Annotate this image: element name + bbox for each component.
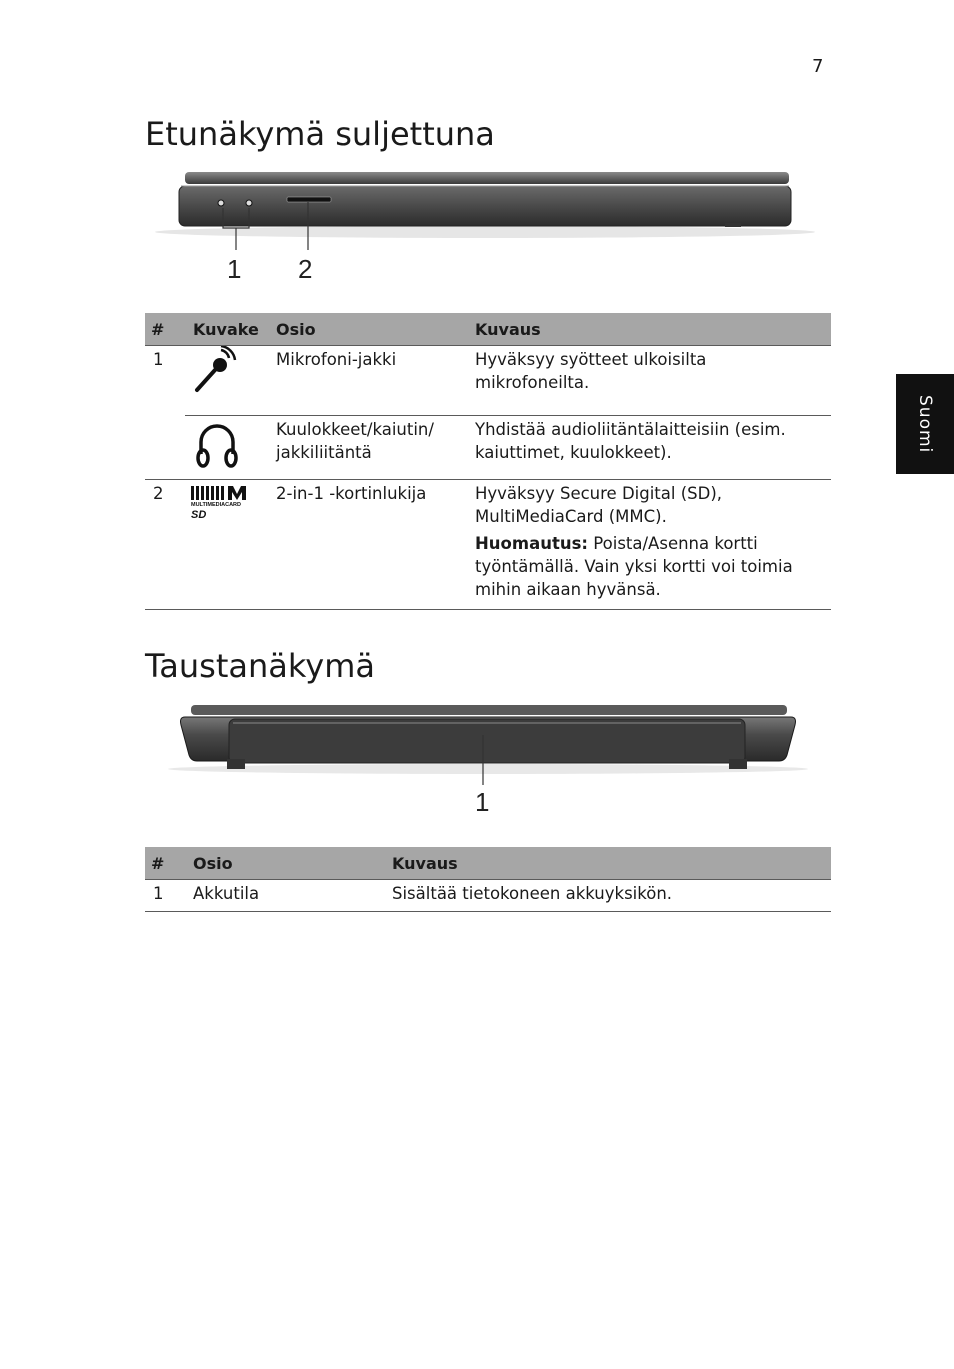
page-number: 7 [812, 56, 824, 77]
front-callout-1: 1 [227, 254, 242, 284]
row-number: 1 [145, 346, 185, 480]
rear-callout-1: 1 [475, 787, 490, 817]
side-tab-label: Suomi [915, 394, 935, 454]
part-name: Akkutila [185, 880, 384, 912]
col-header-desc: Kuvaus [384, 847, 831, 880]
col-header-part: Osio [268, 313, 467, 346]
icon-cell [185, 480, 268, 610]
col-header-part: Osio [185, 847, 384, 880]
part-description: Hyväksyy Secure Digital (SD), MultiMediaCard (MMC). [475, 484, 723, 526]
part-name: Mikrofoni-jakki [268, 346, 467, 416]
part-name: 2-in-1 -kortinlukija [268, 480, 467, 610]
rear-view-table [145, 847, 831, 912]
table-row [145, 480, 831, 610]
headphones-icon [189, 416, 245, 472]
note-label: Huomautus: [475, 534, 589, 553]
front-view-illustration [145, 160, 831, 290]
microphone-icon [189, 346, 245, 396]
language-side-tab [896, 374, 954, 474]
part-description: Yhdistää audioliitäntälaitteisiin (esim. kaiuttimet, kuulokkeet). [467, 416, 831, 480]
section-title-rear: Taustanäkymä [145, 647, 375, 685]
row-number: 1 [145, 880, 185, 912]
table-row [145, 346, 831, 416]
icon-cell [185, 416, 268, 480]
card-reader-icon [189, 480, 253, 520]
section-title-front: Etunäkymä suljettuna [145, 115, 495, 153]
col-header-desc: Kuvaus [467, 313, 831, 346]
note-text: Poista/Asenna kortti työntämällä. Vain yksi kortti voi toimia mihin aikaan hyvänsä. [475, 534, 793, 599]
front-callout-2: 2 [298, 254, 313, 284]
sd-logo-text: SD [191, 509, 207, 520]
part-description: Hyväksyy syötteet ulkoisilta mikrofoneilta. [467, 346, 831, 416]
col-header-icon: Kuvake [185, 313, 268, 346]
col-header-num: # [145, 313, 185, 346]
note-paragraph [475, 532, 823, 601]
part-name: Kuulokkeet/kaiutin/ jakkiliitäntä [268, 416, 467, 480]
part-description: Sisältää tietokoneen akkuyksikön. [384, 880, 831, 912]
rear-view-illustration [145, 695, 831, 820]
table-row [145, 880, 831, 912]
icon-cell [185, 346, 268, 416]
front-view-table [145, 313, 831, 610]
mmc-logo-text: MULTIMEDIACARD [191, 502, 242, 508]
row-number: 2 [145, 480, 185, 610]
table-row [145, 416, 831, 480]
col-header-num: # [145, 847, 185, 880]
